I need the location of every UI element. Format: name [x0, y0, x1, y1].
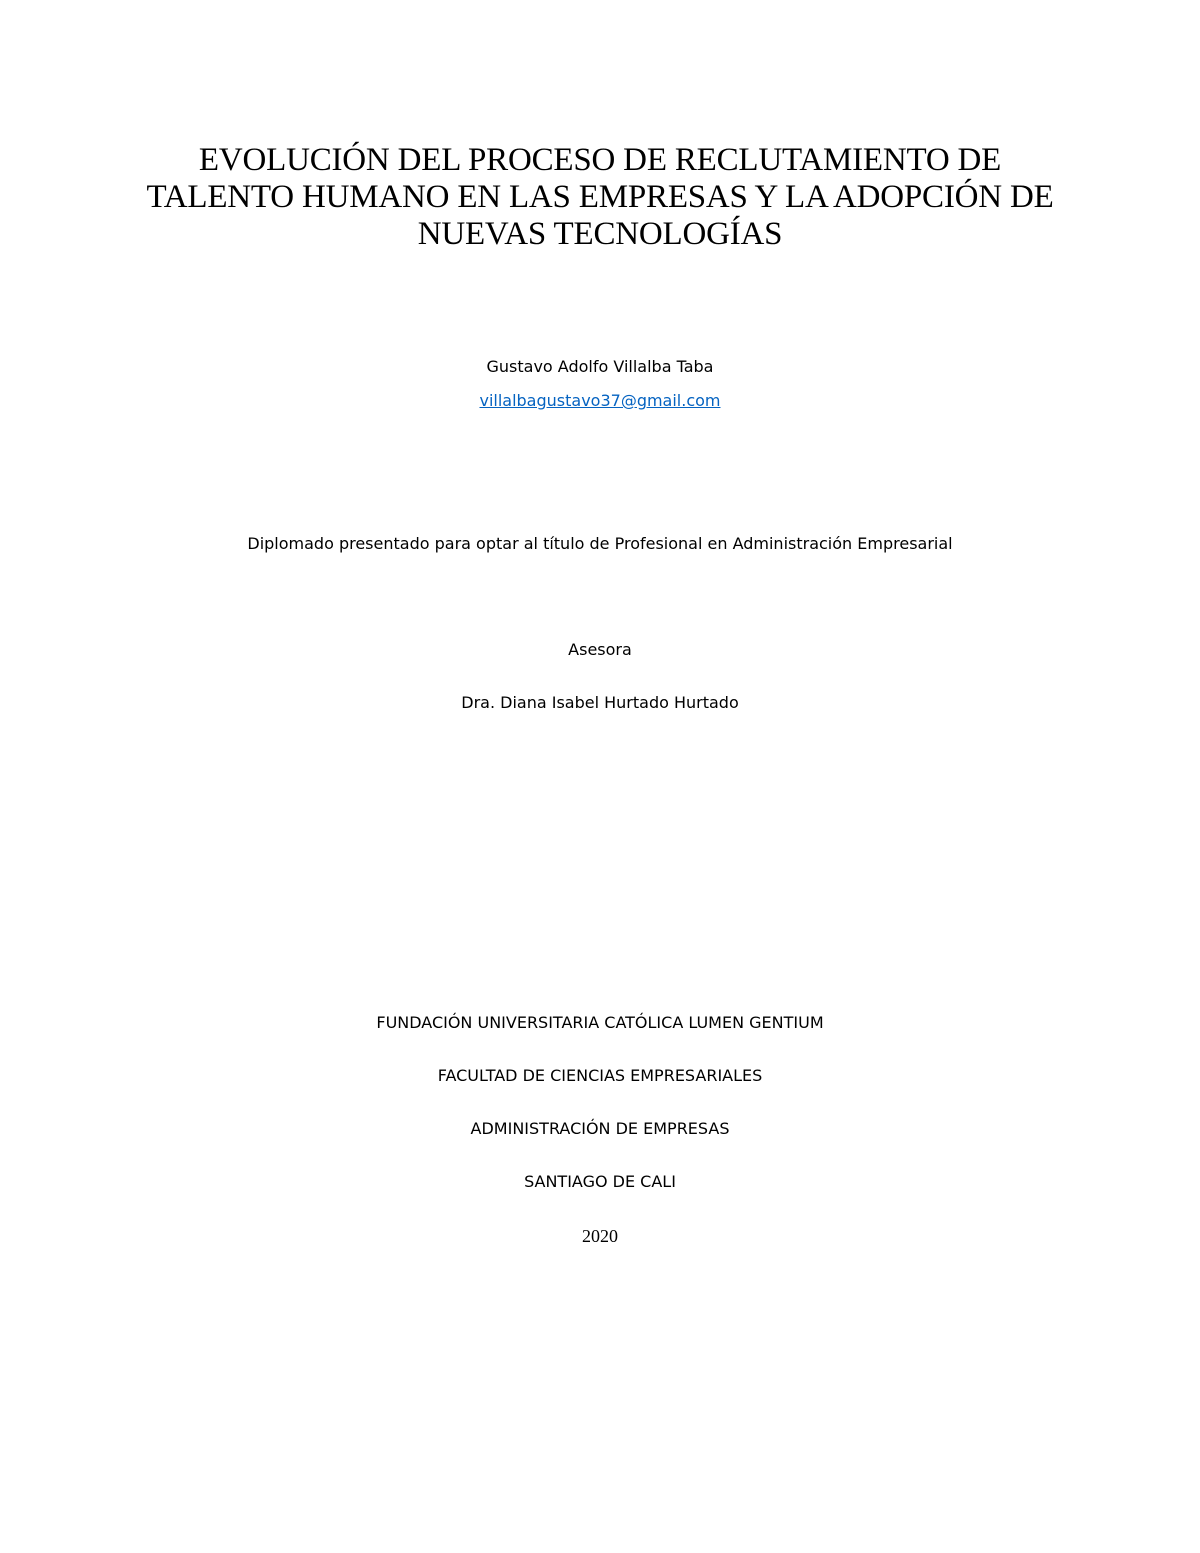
author-email-row — [0, 390, 1200, 412]
title-line-2: TALENTO HUMANO EN LAS EMPRESAS Y LA ADOPCIÓN DE — [146, 179, 1054, 215]
university-name: FUNDACIÓN UNIVERSITARIA CATÓLICA LUMEN GENTIUM — [376, 1013, 824, 1032]
year: 2020 — [582, 1226, 618, 1246]
city-name: SANTIAGO DE CALI — [524, 1172, 676, 1191]
program-name: ADMINISTRACIÓN DE EMPRESAS — [470, 1119, 730, 1138]
title-line-3: NUEVAS TECNOLOGÍAS — [417, 216, 783, 252]
faculty-name: FACULTAD DE CIENCIAS EMPRESARIALES — [437, 1066, 763, 1085]
author-name: Gustavo Adolfo Villalba Taba — [486, 357, 714, 376]
purpose-statement: Diplomado presentado para optar al título de Profesional en Administración Empresarial — [247, 534, 953, 553]
author-email-link[interactable]: villalbagustavo37@gmail.com — [479, 391, 721, 410]
advisor-label: Asesora — [568, 640, 632, 659]
title-line-1: EVOLUCIÓN DEL PROCESO DE RECLUTAMIENTO DE — [198, 142, 1002, 178]
advisor-name: Dra. Diana Isabel Hurtado Hurtado — [461, 693, 739, 712]
